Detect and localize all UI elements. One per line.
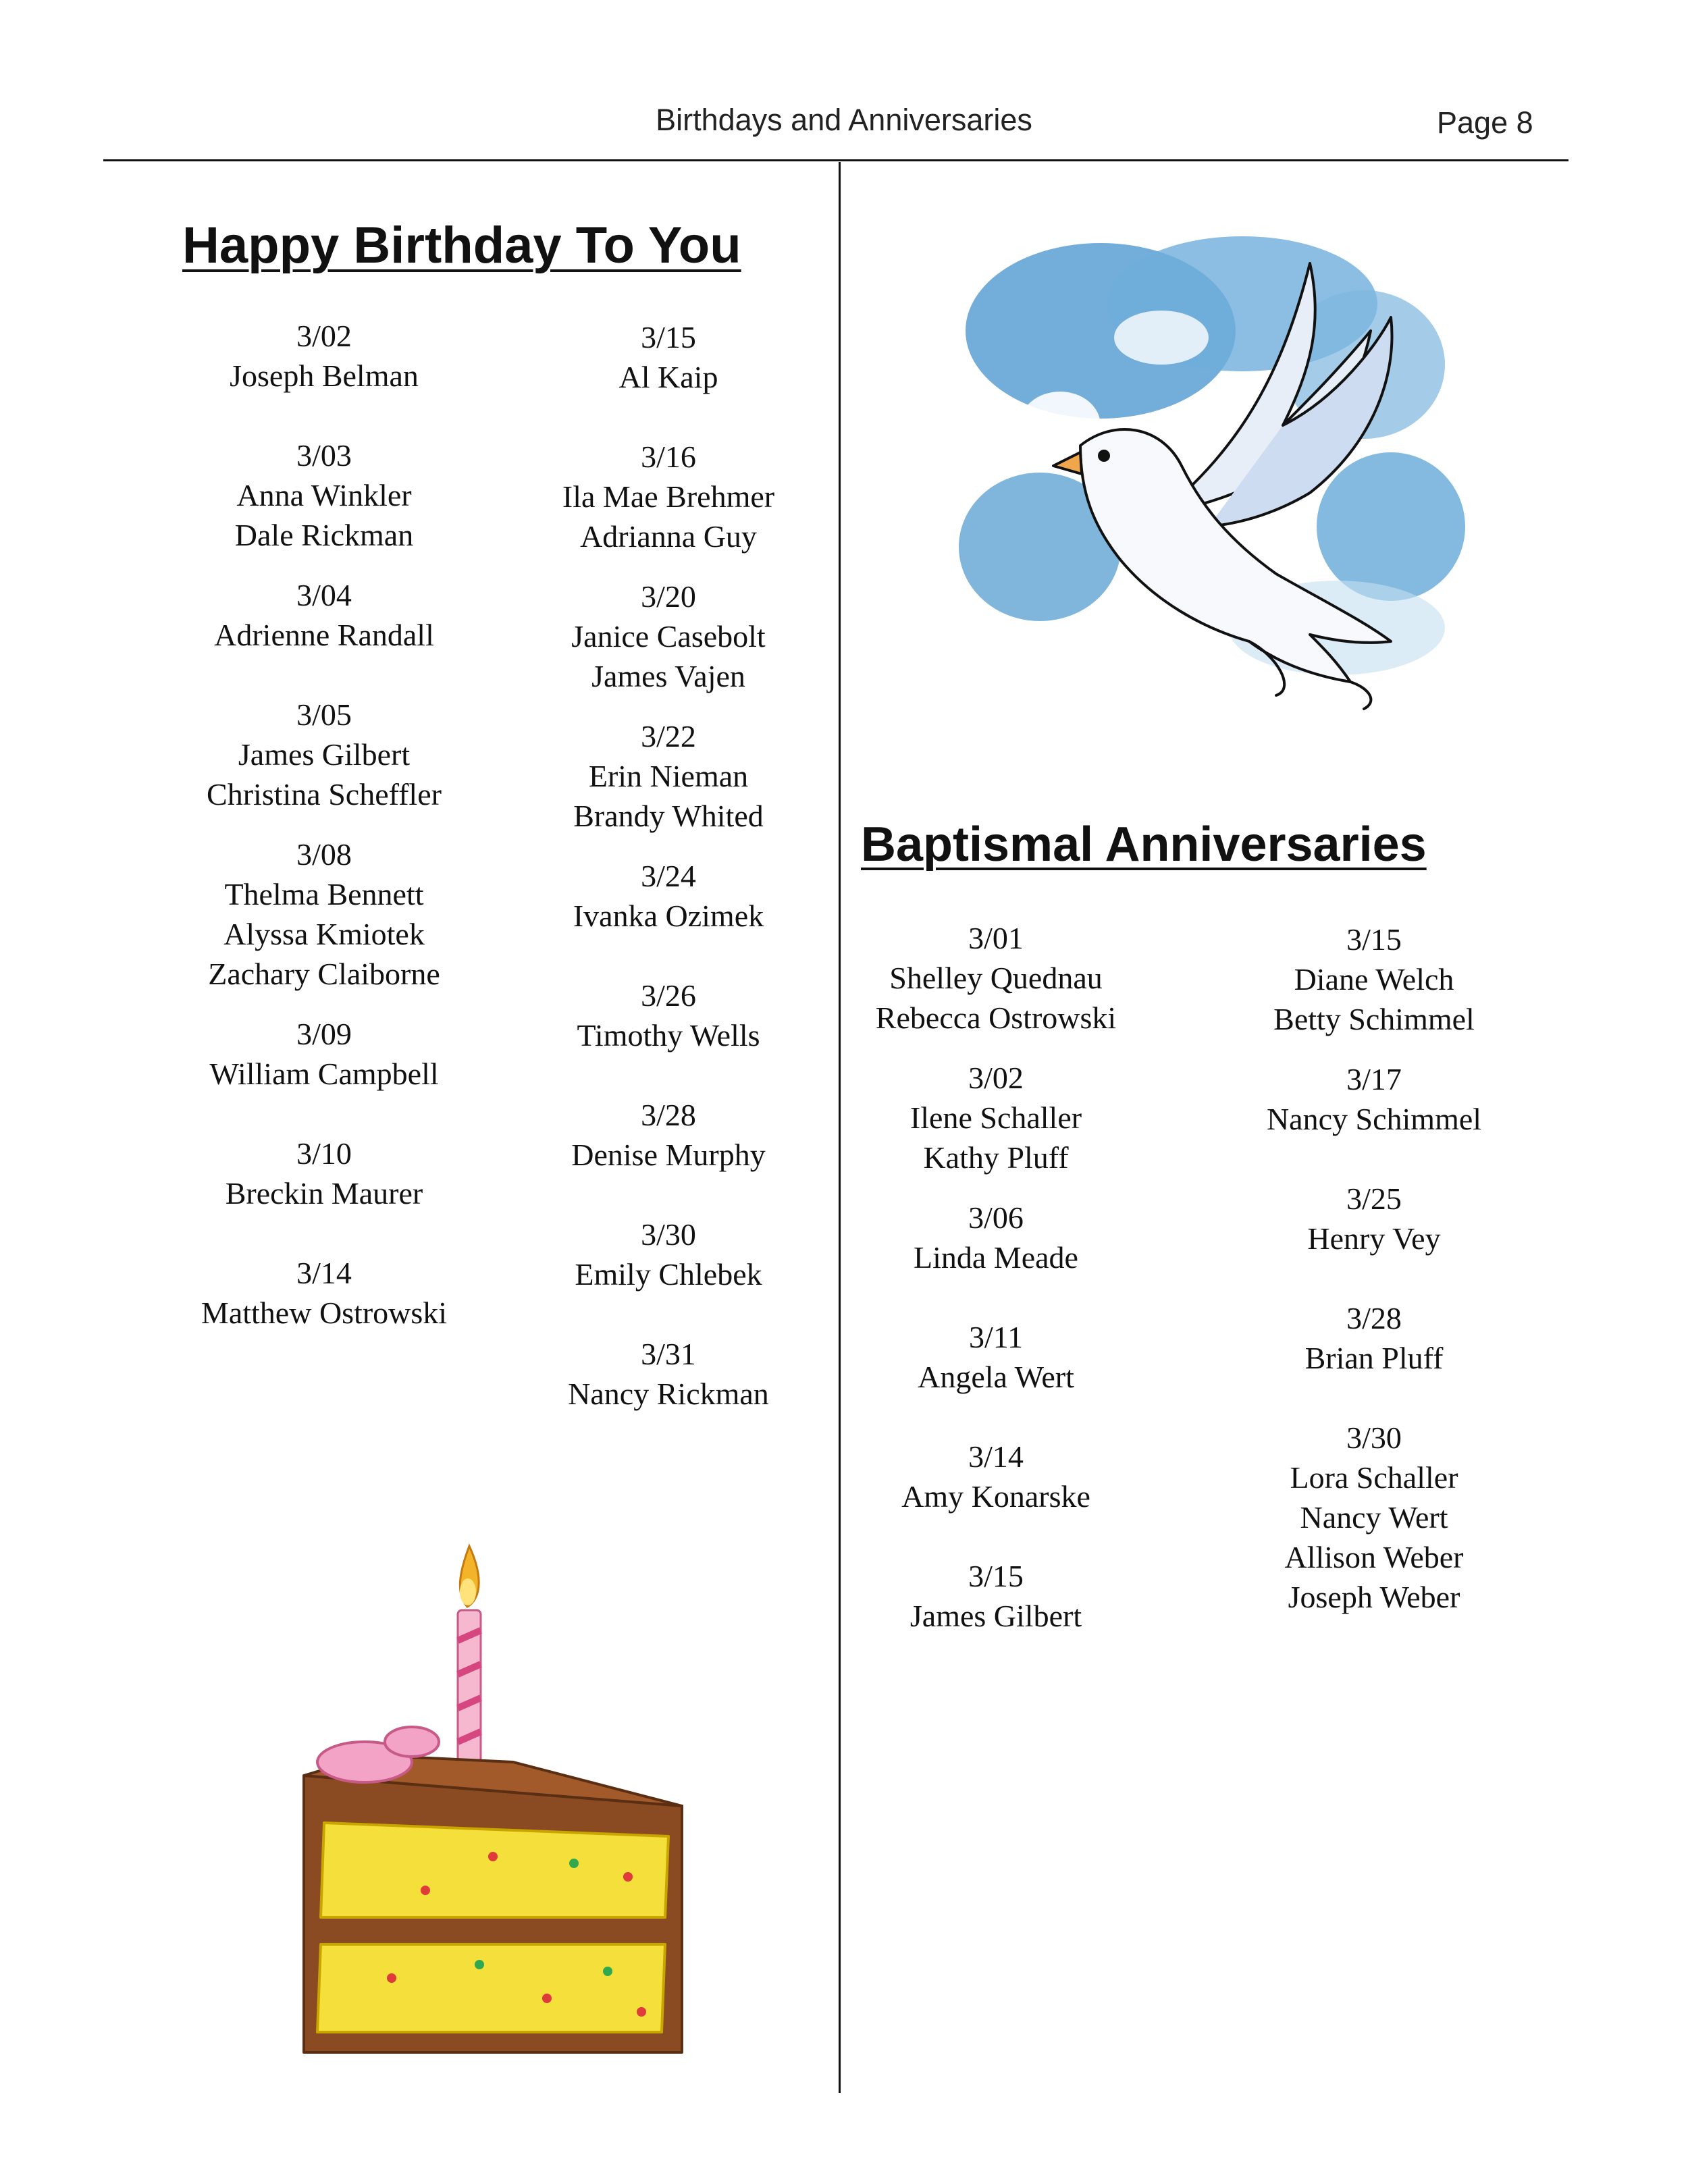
- date-group: [810, 1317, 1182, 1397]
- entry-name: Emily Chlebek: [575, 1257, 762, 1291]
- entry-name: Dale Rickman: [234, 518, 414, 552]
- entry-date: 3/17: [1346, 1062, 1402, 1096]
- entry-date: 3/26: [641, 978, 696, 1013]
- entry-date: 3/11: [968, 1320, 1024, 1354]
- entry-date: 3/20: [641, 579, 696, 614]
- entry-date: 3/30: [1346, 1420, 1402, 1455]
- header-title: Birthdays and Anniversaries: [656, 103, 1032, 137]
- entry-name: Erin Nieman: [588, 759, 749, 793]
- entry-name: Matthew Ostrowski: [201, 1296, 448, 1330]
- entry-name: Allison Weber: [1284, 1540, 1464, 1574]
- entry-name: William Campbell: [209, 1057, 439, 1091]
- entry-date: 3/02: [296, 319, 352, 353]
- entry-name: Angela Wert: [918, 1360, 1074, 1394]
- entry-date: 3/30: [641, 1217, 696, 1252]
- entry-name: Timothy Wells: [577, 1018, 760, 1053]
- entry-date: 3/10: [296, 1136, 352, 1171]
- entry-date: 3/28: [641, 1098, 696, 1132]
- entry-name: Nancy Schimmel: [1266, 1102, 1482, 1136]
- date-group: [1188, 1418, 1560, 1617]
- birthday-column-2: [483, 317, 854, 1454]
- date-group: [1188, 1059, 1560, 1139]
- date-group: [1188, 1179, 1560, 1258]
- entry-name: Kathy Pluff: [923, 1140, 1069, 1175]
- entry-date: 3/06: [968, 1200, 1024, 1235]
- entry-name: Alyssa Kmiotek: [223, 917, 425, 951]
- entry-date: 3/09: [296, 1017, 352, 1051]
- entry-date: 3/08: [296, 837, 352, 872]
- date-group: [810, 1437, 1182, 1516]
- entry-name: Linda Meade: [914, 1240, 1078, 1275]
- entry-name: Thelma Bennett: [224, 877, 424, 911]
- entry-name: James Vajen: [591, 659, 745, 693]
- date-group: [483, 1215, 854, 1294]
- entry-name: James Gilbert: [909, 1599, 1082, 1633]
- date-group: [138, 316, 510, 396]
- date-group: [483, 856, 854, 936]
- date-group: [483, 1095, 854, 1175]
- entry-date: 3/31: [641, 1337, 696, 1371]
- entry-date: 3/01: [968, 921, 1024, 955]
- date-group: [483, 317, 854, 397]
- page-number: Page 8: [1437, 105, 1533, 140]
- entry-name: Adrienne Randall: [214, 618, 434, 652]
- cake-slice: [304, 1727, 682, 2052]
- date-group: [138, 1014, 510, 1094]
- baptismal-heading: Baptismal Anniversaries: [861, 818, 1427, 872]
- date-group: [810, 918, 1182, 1038]
- date-group: [138, 575, 510, 655]
- entry-name: James Gilbert: [238, 737, 411, 772]
- entry-name: Anna Winkler: [236, 478, 412, 512]
- date-group: [483, 976, 854, 1055]
- date-group: [1188, 1298, 1560, 1378]
- date-group: [138, 834, 510, 994]
- baptismal-column-2: [1188, 920, 1560, 1637]
- entry-name: Adrianna Guy: [580, 519, 757, 554]
- entry-date: 3/24: [641, 859, 696, 893]
- birthday-heading: Happy Birthday To You: [182, 217, 741, 274]
- entry-name: Amy Konarske: [901, 1479, 1090, 1514]
- date-group: [810, 1556, 1182, 1636]
- entry-name: Joseph Weber: [1288, 1580, 1460, 1614]
- birthday-cake-icon: [290, 1539, 702, 2059]
- entry-name: Joseph Belman: [230, 358, 419, 393]
- entry-date: 3/15: [641, 320, 696, 354]
- date-group: [138, 1253, 510, 1333]
- date-group: [483, 577, 854, 696]
- date-group: [810, 1198, 1182, 1277]
- entry-name: Al Kaip: [618, 360, 718, 394]
- entry-date: 3/04: [296, 578, 352, 612]
- date-group: [138, 435, 510, 555]
- entry-name: Christina Scheffler: [207, 777, 442, 811]
- entry-date: 3/25: [1346, 1181, 1402, 1216]
- entry-name: Lora Schaller: [1290, 1460, 1458, 1495]
- entry-name: Henry Vey: [1307, 1221, 1441, 1256]
- entry-name: Janice Casebolt: [571, 619, 766, 654]
- date-group: [483, 437, 854, 556]
- entry-name: Brian Pluff: [1304, 1341, 1444, 1375]
- date-group: [138, 695, 510, 814]
- entry-date: 3/15: [1346, 922, 1402, 957]
- entry-date: 3/16: [641, 440, 696, 474]
- header-divider: [103, 159, 1568, 161]
- entry-date: 3/03: [296, 438, 352, 473]
- date-group: [483, 716, 854, 836]
- entry-name: Rebecca Ostrowski: [875, 1001, 1117, 1035]
- entry-name: Ilene Schaller: [909, 1100, 1082, 1135]
- entry-date: 3/14: [968, 1439, 1024, 1474]
- entry-name: Betty Schimmel: [1273, 1002, 1475, 1036]
- date-group: [138, 1134, 510, 1213]
- dove-icon: [959, 223, 1485, 776]
- entry-name: Nancy Rickman: [568, 1377, 769, 1411]
- entry-name: Breckin Maurer: [225, 1176, 423, 1210]
- entry-date: 3/15: [968, 1559, 1024, 1593]
- entry-name: Diane Welch: [1294, 962, 1454, 996]
- birthday-column-1: [138, 316, 510, 1373]
- entry-name: Brandy Whited: [573, 799, 764, 833]
- baptismal-column-1: [810, 918, 1182, 1676]
- entry-name: Nancy Wert: [1300, 1500, 1448, 1535]
- entry-name: Ila Mae Brehmer: [562, 479, 775, 514]
- entry-name: Shelley Quednau: [889, 961, 1103, 995]
- entry-date: 3/14: [296, 1256, 352, 1290]
- entry-date: 3/02: [968, 1061, 1024, 1095]
- entry-date: 3/05: [296, 697, 352, 732]
- entry-name: Denise Murphy: [571, 1138, 766, 1172]
- date-group: [483, 1334, 854, 1414]
- entry-name: Zachary Claiborne: [208, 957, 440, 991]
- entry-date: 3/28: [1346, 1301, 1402, 1335]
- date-group: [810, 1058, 1182, 1177]
- entry-name: Ivanka Ozimek: [573, 899, 764, 933]
- entry-date: 3/22: [641, 719, 696, 753]
- date-group: [1188, 920, 1560, 1039]
